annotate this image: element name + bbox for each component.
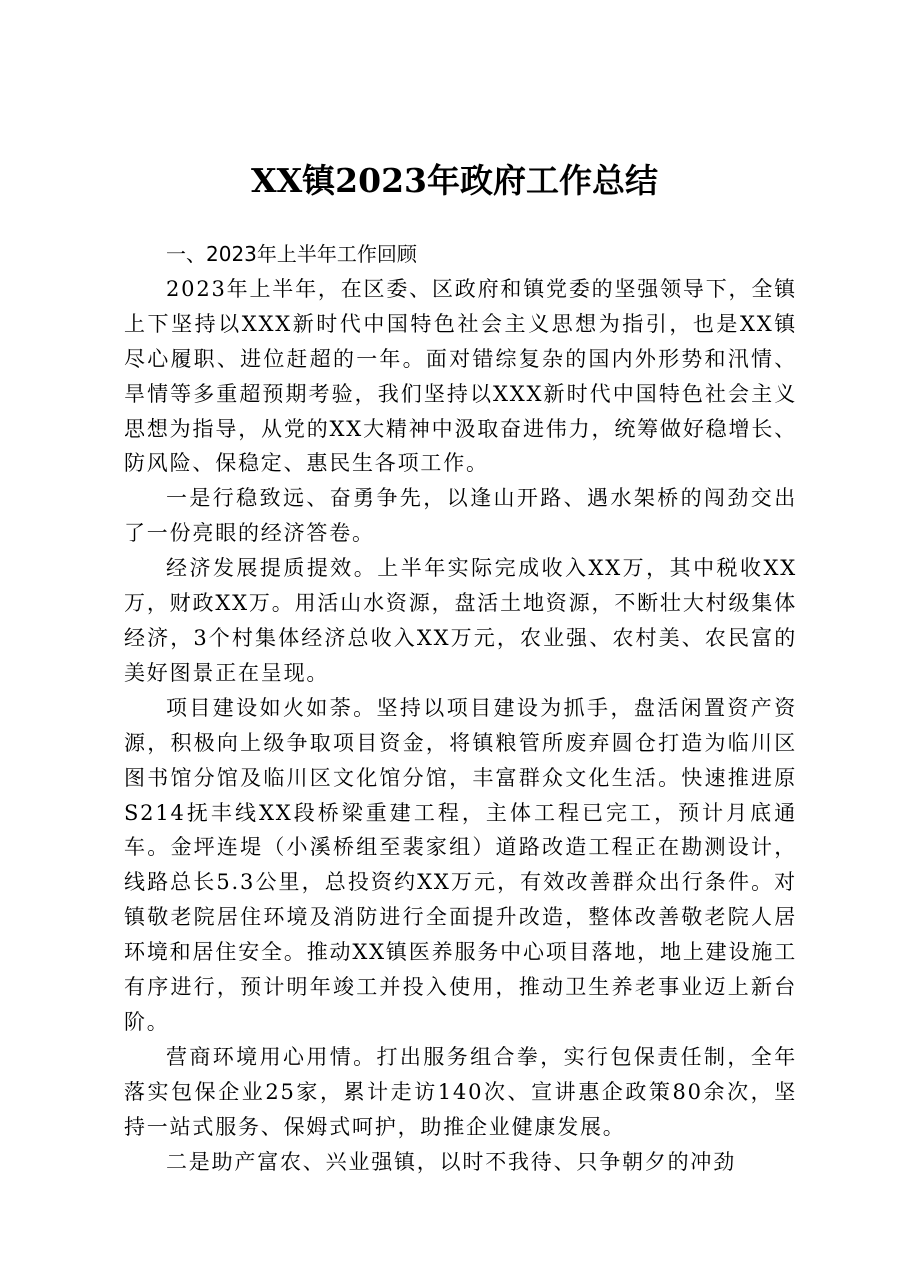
paragraph-point-one: 一是行稳致远、奋勇争先，以逢山开路、遇水架桥的闯劲交出了一份亮眼的经济答卷。 bbox=[124, 486, 797, 546]
paragraph-economy: 经济发展提质提效。上半年实际完成收入XX万，其中税收XX万，财政XX万。用活山水资源，盘活土地资源，不断壮大村级集体经济，3个村集体经济总收入XX万元，农业强、农村美、农民富的美好图景正在呈现。 bbox=[124, 556, 797, 685]
paragraph-business-environment: 营商环境用心用情。打出服务组合拳，实行包保责任制，全年落实包保企业25家，累计走访140次、宣讲惠企政策80余次，坚持一站式服务、保姆式呵护，助推企业健康发展。 bbox=[124, 1044, 797, 1139]
document-title: XX镇2023年政府工作总结 bbox=[250, 161, 659, 200]
paragraph-projects: 项目建设如火如荼。坚持以项目建设为抓手，盘活闲置资产资源，积极向上级争取项目资金，将镇粮管所废弃圆仓打造为临川区图书馆分馆及临川区文化馆分馆，丰富群众文化生活。快速推进原S214抚丰线XX段桥梁重建工程，主体工程已完工，预计月底通车。金坪连堤（小溪桥组至裴家组）道路改造工程正在勘测设计，线路总长5.3公里，总投资约XX万元，有效改善群众出行条件。对镇敬老院居住环境及消防进行全面提升改造，整体改善敬老院人居环境和居住安全。推动XX镇医养服务中心项目落地，地上建设施工有序进行，预计明年竣工并投入使用，推动卫生养老事业迈上新台阶。 bbox=[124, 695, 797, 1034]
paragraph-intro: 2023年上半年，在区委、区政府和镇党委的坚强领导下，全镇上下坚持以XXX新时代中国特色社会主义思想为指引，也是XX镇尽心履职、进位赶超的一年。面对错综复杂的国内外形势和汛情、旱情等多重超预期考验，我们坚持以XXX新时代中国特色社会主义思想为指导，从党的XX大精神中汲取奋进伟力，统筹做好稳增长、防风险、保稳定、惠民生各项工作。 bbox=[124, 276, 797, 476]
document-body bbox=[124, 237, 797, 1179]
paragraph-point-two: 二是助产富农、兴业强镇，以时不我待、只争朝夕的冲劲 bbox=[166, 1149, 736, 1174]
section-heading: 一、2023年上半年工作回顾 bbox=[166, 242, 417, 266]
